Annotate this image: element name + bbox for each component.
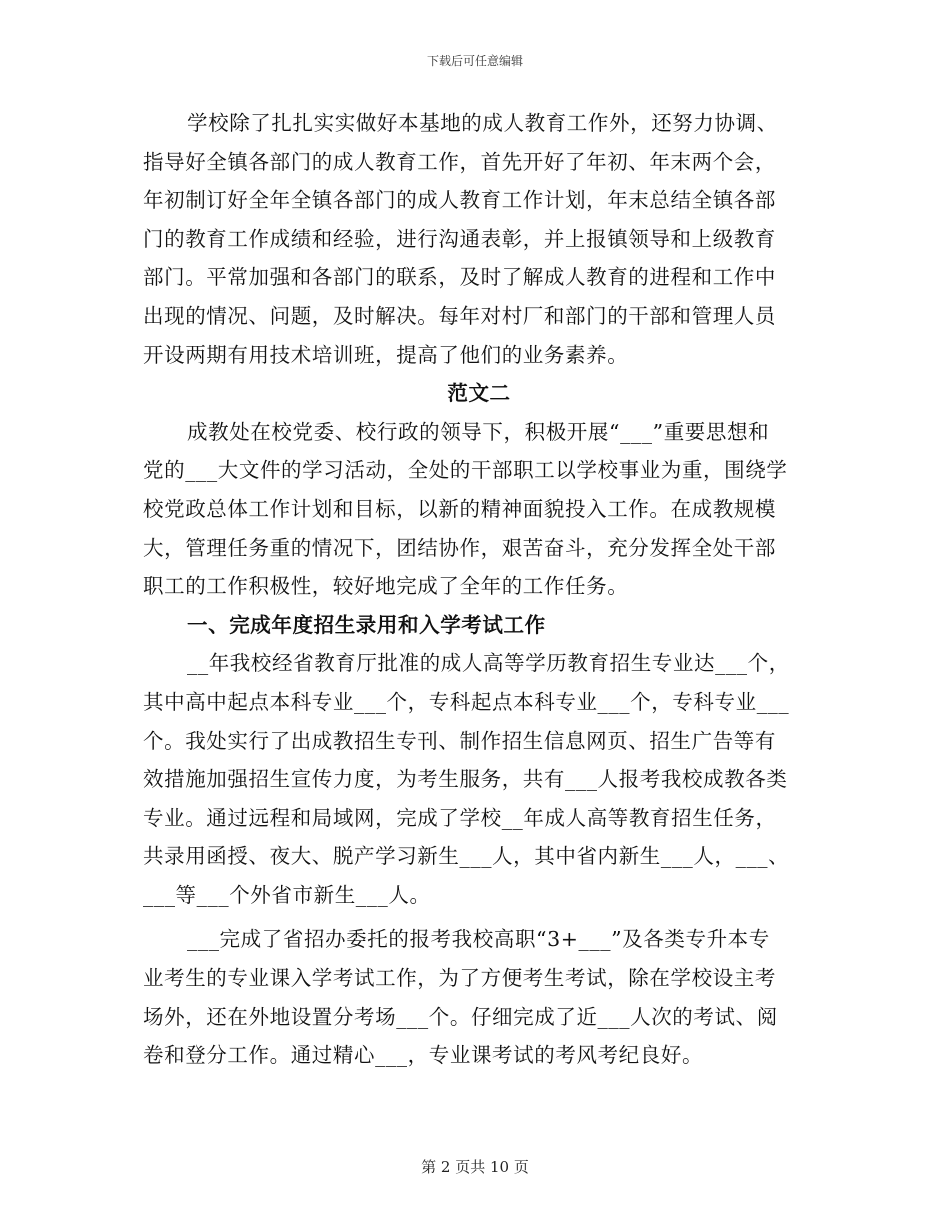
paragraph-line: 卷和登分工作。通过精心___，专业课考试的考风考纪良好。	[143, 1043, 704, 1068]
paragraph-line: 指导好全镇各部门的成人教育工作，首先开好了年初、年末两个会，	[143, 149, 776, 174]
paragraph-line: 党的___大文件的学习活动，全处的干部职工以学校事业为重，围绕学	[143, 458, 788, 483]
paragraph-line: 大，管理任务重的情况下，团结协作，艰苦奋斗，充分发挥全处干部	[143, 535, 776, 560]
section-title: 范文二	[447, 381, 511, 406]
paragraph-line: 其中高中起点本科专业___个，专科起点本科专业___个，专科专业___	[143, 689, 790, 714]
paragraph-line: 效措施加强招生宣传力度，为考生服务，共有___人报考我校成教各类	[143, 767, 788, 792]
section-heading: 一、完成年度招生录用和入学考试工作	[187, 612, 546, 637]
paragraph-line: 成教处在校党委、校行政的领导下，积极开展“___”重要思想和	[187, 419, 770, 444]
page-footer: 第 2 页共 10 页	[421, 1158, 529, 1176]
paragraph-line: 专业。通过远程和局域网，完成了学校__年成人高等教育招生任务，	[143, 805, 777, 830]
paragraph-line: 出现的情况、问题，及时解决。每年对村厂和部门的干部和管理人员	[143, 303, 776, 328]
paragraph-line: 部门。平常加强和各部门的联系，及时了解成人教育的进程和工作中	[143, 265, 776, 290]
paragraph-line: 个。我处实行了出成教招生专刊、制作招生信息网页、招生广告等有	[143, 728, 776, 753]
document-body	[143, 104, 815, 1075]
paragraph-line: ___完成了省招办委托的报考我校高职“3+___”及各类专升本专	[187, 927, 770, 952]
paragraph-line: 学校除了扎扎实实做好本基地的成人教育工作外，还努力协调、	[187, 111, 778, 135]
page-header: 下载后可任意编辑	[426, 54, 523, 68]
paragraph-line: 职工的工作积极性，较好地完成了全年的工作任务。	[143, 574, 629, 599]
paragraph-line: 门的教育工作成绩和经验，进行沟通表彰，并上报镇领导和上级教育	[143, 226, 776, 251]
paragraph-line: 共录用函授、夜大、脱产学习新生___人，其中省内新生___人，___、	[143, 844, 790, 869]
paragraph-line: __年我校经省教育厅批准的成人高等学历教育招生专业达___个，	[187, 651, 790, 676]
paragraph-line: 年初制订好全年全镇各部门的成人教育工作计划，年末总结全镇各部	[143, 188, 776, 213]
paragraph-line: 业考生的专业课入学考试工作，为了方便考生考试，除在学校设主考	[143, 966, 776, 991]
paragraph-line: ___等___个外省市新生___人。	[143, 882, 431, 907]
paragraph-line: 校党政总体工作计划和目标，以新的精神面貌投入工作。在成教规模	[143, 496, 776, 521]
paragraph-line: 场外，还在外地设置分考场___个。仔细完成了近___人次的考试、阅	[143, 1004, 778, 1029]
paragraph-line: 开设两期有用技术培训班，提高了他们的业务素养。	[143, 342, 629, 367]
